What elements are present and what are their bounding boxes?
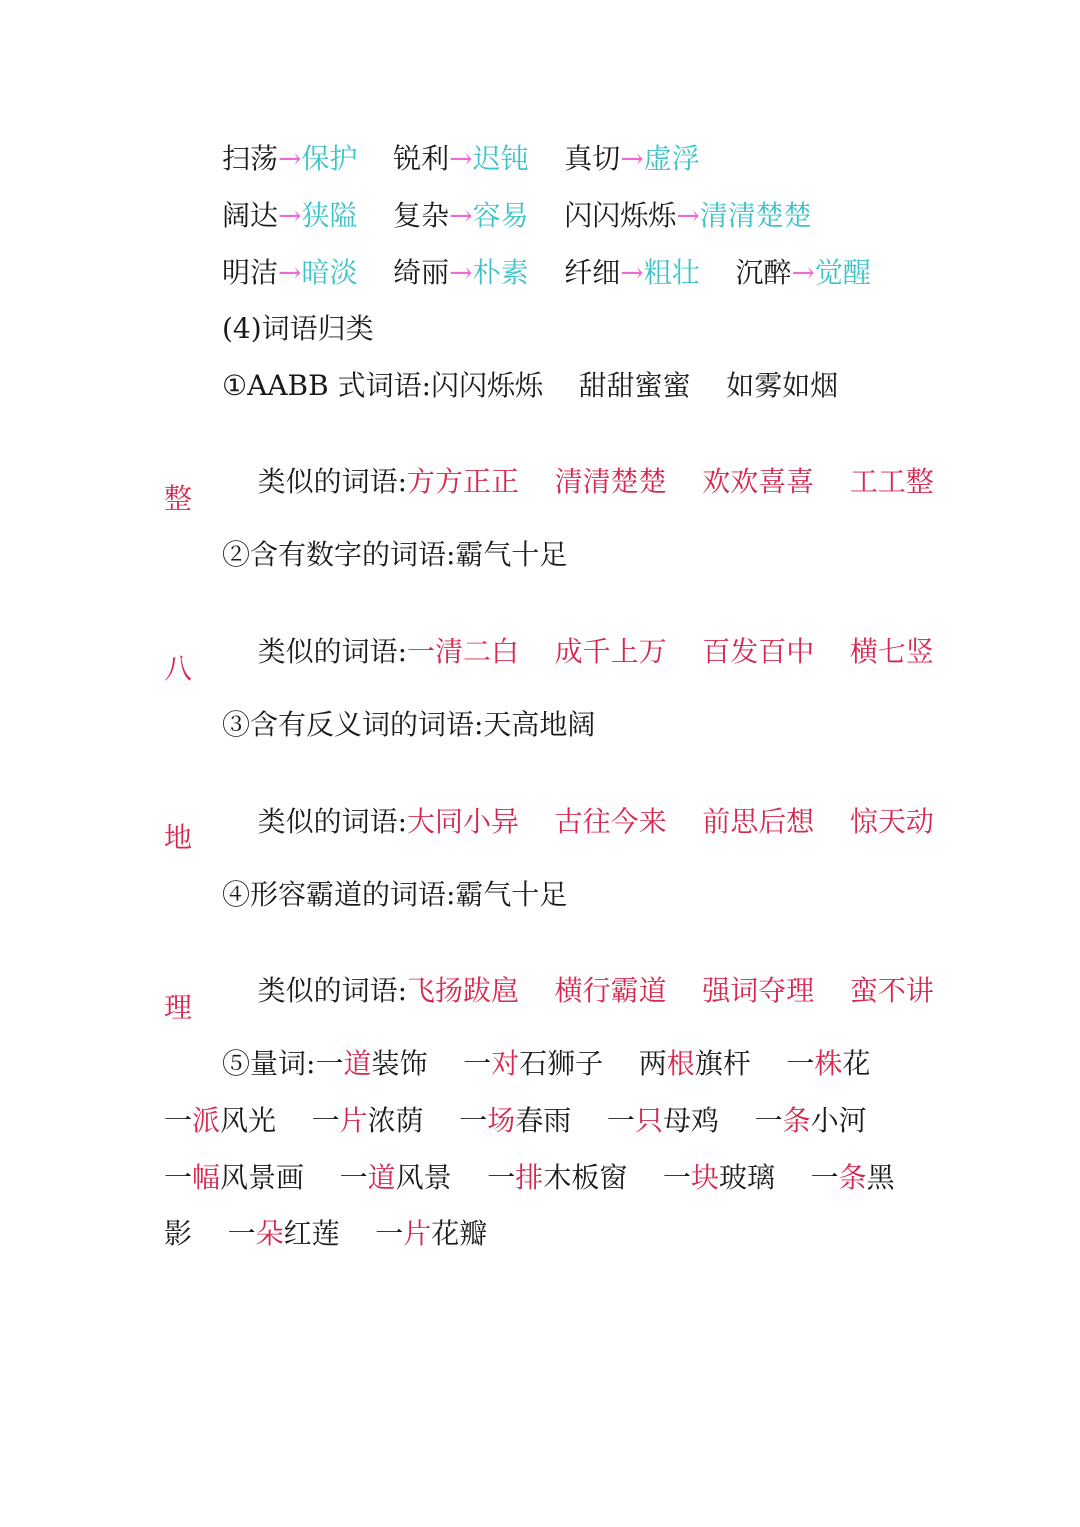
measure-noun: 浓荫 bbox=[367, 1104, 460, 1137]
spacer bbox=[529, 142, 565, 175]
measure-noun: 石狮子 bbox=[519, 1047, 639, 1080]
antonym-word: 粗壮 bbox=[643, 256, 700, 289]
measure-word: 场 bbox=[487, 1104, 516, 1137]
word: 沉醉 bbox=[735, 256, 792, 289]
domineer-similar-words: 飞扬跋扈 横行霸道 强词夺理 蛮不讲 bbox=[407, 974, 934, 1007]
antonym-line-1 bbox=[222, 139, 700, 179]
measure-noun: 母鸡 bbox=[662, 1104, 755, 1137]
antonym-word: 狭隘 bbox=[301, 199, 358, 232]
word: 真切 bbox=[564, 142, 621, 175]
measure-prefix: 一 bbox=[487, 1161, 516, 1194]
measure-word: 片 bbox=[339, 1104, 368, 1137]
measure-noun: 玻璃 bbox=[718, 1161, 811, 1194]
antonym-similar-line bbox=[222, 762, 934, 882]
spacer bbox=[700, 256, 736, 289]
arrow-icon: → bbox=[676, 199, 700, 232]
similar-label: 类似的词语: bbox=[257, 635, 408, 668]
measure-word: 条 bbox=[782, 1104, 811, 1137]
word: 扫荡 bbox=[222, 142, 279, 175]
antonym-word: 保护 bbox=[301, 142, 358, 175]
measure-prefix: 一 bbox=[311, 1104, 340, 1137]
measure-prefix: 一 bbox=[662, 1161, 691, 1194]
measure-prefix: 一 bbox=[164, 1161, 193, 1194]
measure-noun: 装饰 bbox=[371, 1047, 464, 1080]
domineer-similar-tail: 理 bbox=[164, 991, 193, 1024]
domineer-similar-line bbox=[222, 931, 934, 1051]
measure-word: 道 bbox=[367, 1161, 396, 1194]
measure-prefix: 一 bbox=[459, 1104, 488, 1137]
measure-line-2 bbox=[164, 1101, 867, 1141]
measure-word: 派 bbox=[192, 1104, 221, 1137]
section-heading: (4)词语归类 bbox=[222, 312, 374, 345]
arrow-icon: → bbox=[449, 199, 473, 232]
number-similar-line bbox=[222, 592, 934, 712]
measure-word: 根 bbox=[666, 1047, 695, 1080]
domineer-words-line: ④形容霸道的词语:霸气十足 bbox=[222, 878, 568, 911]
similar-label: 类似的词语: bbox=[257, 465, 408, 498]
spacer bbox=[358, 142, 394, 175]
measure-noun: 旗杆 bbox=[694, 1047, 787, 1080]
antonym-line-2 bbox=[222, 196, 812, 236]
measure-word: 块 bbox=[690, 1161, 719, 1194]
arrow-icon: → bbox=[620, 142, 644, 175]
measure-noun: 木板窗 bbox=[543, 1161, 663, 1194]
antonym-word: 朴素 bbox=[472, 256, 529, 289]
similar-label: 类似的词语: bbox=[257, 805, 408, 838]
arrow-icon: → bbox=[449, 256, 473, 289]
measure-line-1 bbox=[222, 1044, 870, 1084]
arrow-icon: → bbox=[449, 142, 473, 175]
measure-prefix: 一 bbox=[164, 1104, 193, 1137]
number-similar-tail: 八 bbox=[164, 652, 193, 685]
measure-line-4 bbox=[164, 1214, 487, 1254]
word: 纤细 bbox=[564, 256, 621, 289]
arrow-icon: → bbox=[278, 142, 302, 175]
aabb-similar-words: 方方正正 清清楚楚 欢欢喜喜 工工整 bbox=[407, 465, 934, 498]
measure-noun: 红莲 bbox=[283, 1217, 376, 1250]
measure-prefix: 影 一 bbox=[164, 1217, 256, 1250]
measure-word: 只 bbox=[634, 1104, 663, 1137]
similar-label: 类似的词语: bbox=[257, 974, 408, 1007]
measure-word: 排 bbox=[515, 1161, 544, 1194]
measure-prefix: 一 bbox=[810, 1161, 839, 1194]
spacer bbox=[358, 256, 394, 289]
spacer bbox=[529, 256, 565, 289]
word: 闪闪烁烁 bbox=[564, 199, 677, 232]
word: 阔达 bbox=[222, 199, 279, 232]
measure-prefix: 一 bbox=[315, 1047, 344, 1080]
arrow-icon: → bbox=[620, 256, 644, 289]
measure-noun: 风景画 bbox=[220, 1161, 340, 1194]
measure-prefix: 一 bbox=[463, 1047, 492, 1080]
word: 复杂 bbox=[393, 199, 450, 232]
spacer bbox=[529, 199, 565, 232]
antonym-line-3 bbox=[222, 253, 871, 293]
antonym-word: 觉醒 bbox=[814, 256, 871, 289]
word: 绮丽 bbox=[393, 256, 450, 289]
word: 锐利 bbox=[393, 142, 450, 175]
measure-noun: 黑 bbox=[866, 1161, 895, 1194]
measure-prefix: 一 bbox=[606, 1104, 635, 1137]
antonym-word: 迟钝 bbox=[472, 142, 529, 175]
measure-noun: 春雨 bbox=[515, 1104, 607, 1137]
spacer bbox=[358, 199, 394, 232]
word: 明洁 bbox=[222, 256, 279, 289]
arrow-icon: → bbox=[791, 256, 815, 289]
antonym-similar-words: 大同小异 古往今来 前思后想 惊天动 bbox=[407, 805, 934, 838]
antonym-similar-tail: 地 bbox=[164, 821, 193, 854]
measure-noun: 花 bbox=[842, 1047, 871, 1080]
measure-word: 条 bbox=[838, 1161, 867, 1194]
measure-word: 片 bbox=[403, 1217, 432, 1250]
aabb-similar-line bbox=[222, 422, 934, 542]
antonym-word: 虚浮 bbox=[643, 142, 700, 175]
measure-word: 幅 bbox=[192, 1161, 221, 1194]
measure-noun: 风景 bbox=[395, 1161, 488, 1194]
aabb-similar-tail: 整 bbox=[164, 482, 193, 515]
arrow-icon: → bbox=[278, 199, 302, 232]
measure-label: ⑤量词: bbox=[222, 1047, 316, 1080]
antonym-word: 清清楚楚 bbox=[699, 199, 812, 232]
aabb-words-line: ①AABB 式词语:闪闪烁烁 甜甜蜜蜜 如雾如烟 bbox=[222, 369, 839, 402]
number-similar-words: 一清二白 成千上万 百发百中 横七竖 bbox=[407, 635, 934, 668]
antonym-words-line: ③含有反义词的词语:天高地阔 bbox=[222, 708, 596, 741]
measure-noun: 小河 bbox=[810, 1104, 867, 1137]
measure-prefix: 两 bbox=[638, 1047, 667, 1080]
measure-word: 朵 bbox=[255, 1217, 284, 1250]
measure-prefix: 一 bbox=[375, 1217, 404, 1250]
measure-noun: 风光 bbox=[220, 1104, 312, 1137]
measure-word: 对 bbox=[491, 1047, 520, 1080]
antonym-word: 容易 bbox=[472, 199, 529, 232]
arrow-icon: → bbox=[278, 256, 302, 289]
antonym-word: 暗淡 bbox=[301, 256, 358, 289]
measure-noun: 花瓣 bbox=[431, 1217, 488, 1250]
measure-prefix: 一 bbox=[754, 1104, 783, 1137]
measure-word: 道 bbox=[343, 1047, 372, 1080]
number-words-line: ②含有数字的词语:霸气十足 bbox=[222, 538, 568, 571]
measure-line-3 bbox=[164, 1158, 895, 1198]
measure-word: 株 bbox=[814, 1047, 843, 1080]
measure-prefix: 一 bbox=[339, 1161, 368, 1194]
measure-prefix: 一 bbox=[786, 1047, 815, 1080]
